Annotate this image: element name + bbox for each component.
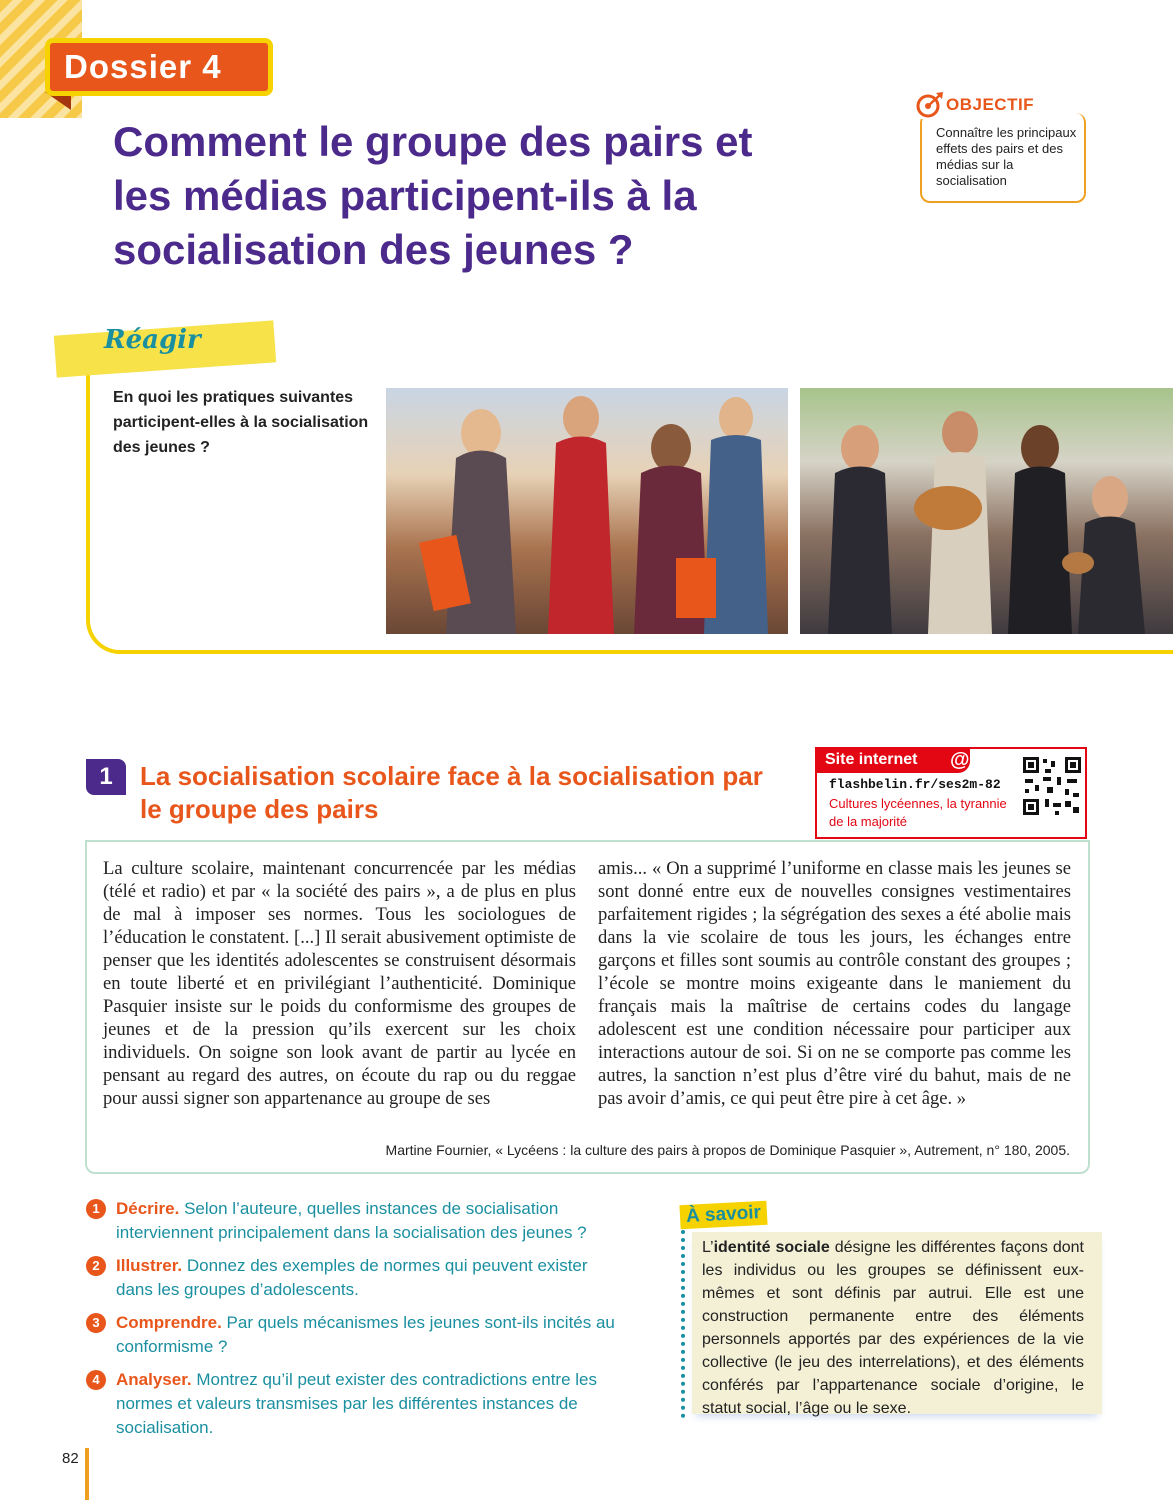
question-item — [86, 1197, 626, 1245]
reagir-question: En quoi les pratiques suivantes participent-elles à la socialisation des jeunes ? — [113, 389, 369, 456]
page-rule — [85, 1448, 89, 1500]
photo-music-friends — [800, 388, 1173, 634]
question-verb: Analyser. — [116, 1370, 192, 1389]
a-savoir-dotted-rule — [681, 1230, 685, 1418]
question-item — [86, 1368, 626, 1440]
objectif-text: Connaître les principaux effets des pairs et des médias sur la socialisation — [936, 125, 1077, 188]
question-text — [116, 1197, 626, 1245]
question-verb: Illustrer. — [116, 1256, 183, 1275]
site-url-link[interactable]: flashbelin.fr/ses2m-82 — [829, 777, 1001, 792]
question-number: 4 — [86, 1370, 106, 1390]
question-number: 1 — [86, 1199, 106, 1219]
question-item — [86, 1254, 626, 1302]
site-internet-label: Site internet — [815, 747, 970, 773]
target-icon — [916, 91, 944, 119]
document-text-column-2: amis... « On a supprimé l’uniforme en classe mais les jeunes se sont donné entre eux de nouvelles consignes vestimentaires parfaitement rigides ; la ségrégation des sexes a été abolie mais dans la vie scolaire de tous les jours, les échanges entre garçons et filles sont soumis au contrôle constant des groupes ; l’école se montre moins exigeante dans le maniement du français mais la maîtrise de certains codes du langage adolescent est une condition nécessaire pour participer aux interactions autour de soi. Si on ne se comporte pas comme les autres, la sanction n’est plus d’être viré du bahut, mais de ne pas avoir d’amis, ce qui peut être pire à cet âge. » — [598, 858, 1071, 1109]
question-verb: Comprendre. — [116, 1313, 222, 1332]
site-description: Cultures lycéennes, la tyrannie de la majorité — [829, 796, 1007, 829]
question-item — [86, 1311, 626, 1359]
question-body: Selon l’auteure, quelles instances de socialisation interviennent principalement dans la socialisation des jeunes ? — [116, 1199, 587, 1242]
qr-code-icon[interactable] — [1021, 755, 1083, 817]
photo-shopping-friends — [386, 388, 788, 634]
question-list — [86, 1197, 626, 1449]
at-icon: @ — [950, 749, 970, 771]
question-verb: Décrire. — [116, 1199, 180, 1218]
dossier-badge: Dossier 4 — [45, 38, 273, 96]
a-savoir-prefix: L’ — [702, 1239, 714, 1256]
page-number: 82 — [62, 1450, 79, 1467]
document-number: 1 — [86, 759, 126, 795]
page-title: Comment le groupe des pairs et les médias participent-ils à la socialisation des jeunes ? — [113, 118, 753, 273]
question-text — [116, 1368, 626, 1440]
question-body: Montrez qu’il peut exister des contradictions entre les normes et valeurs transmises par les différentes instances de socialisation. — [116, 1370, 597, 1437]
question-number: 3 — [86, 1313, 106, 1333]
question-text — [116, 1311, 626, 1359]
a-savoir-label: À savoir — [679, 1201, 767, 1230]
document-text-column-1: La culture scolaire, maintenant concurrencée par les médias (télé et radio) et par « la société des pairs », a de plus en plus de mal à imposer ses normes. Tous les sociologues de l’éducation le constatent. [...] Il serait abusivement optimiste de penser que les identités adolescentes se construisent désormais en toute liberté et en privilégiant l’authenticité. Dominique Pasquier insiste sur le poids du conformisme des groupes de jeunes et de la pression qu’ils exercent sur les choix individuels. On soigne son look avant de partir au lycée en pensant au regard des autres, on écoute du rap ou du reggae pour aussi signer son appartenance au groupe de ses — [103, 858, 576, 1109]
question-number: 2 — [86, 1256, 106, 1276]
question-body: Donnez des exemples de normes qui peuvent exister dans les groupes d’adolescents. — [116, 1256, 588, 1299]
a-savoir-term: identité sociale — [713, 1239, 830, 1256]
objectif-label: OBJECTIF — [946, 95, 1035, 114]
question-body: Par quels mécanismes les jeunes sont-ils incités au conformisme ? — [116, 1313, 615, 1356]
document-source: Martine Fournier, « Lycéens : la culture des pairs à propos de Dominique Pasquier », Autrement, n° 180, 2005. — [385, 1142, 1070, 1158]
reagir-label: Réagir — [104, 325, 201, 355]
document-title: La socialisation scolaire face à la socialisation par le groupe des pairs — [140, 761, 763, 824]
question-text — [116, 1254, 626, 1302]
a-savoir-definition: désigne les différentes façons dont les individus ou les groupes se définissent eux-mêmes et sont définis par autrui. Elle est une construction permanente entre des éléments personnels apportés par des expériences de la vie collective (le jeu des interrelations), et des éléments conférés par l’appartenance sociale d’origine, le statut social, l’âge ou le sexe. — [702, 1239, 1085, 1417]
a-savoir-text — [702, 1236, 1084, 1420]
objectif-header — [916, 91, 1040, 119]
